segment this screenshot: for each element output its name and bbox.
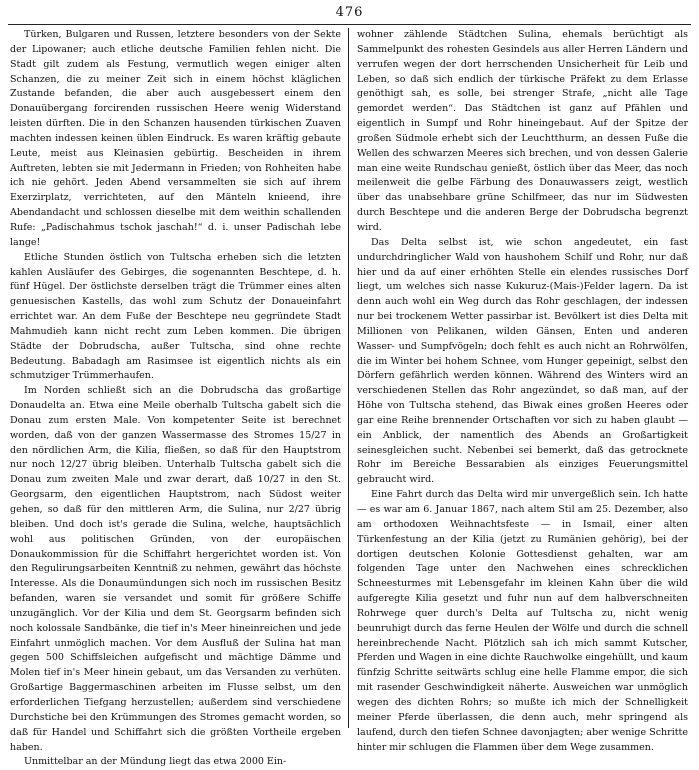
paragraph: Unmittelbar an der Mündung liegt das etwa 2000 Ein- — [24, 756, 287, 768]
header-rule — [8, 24, 691, 25]
column-divider — [348, 28, 349, 728]
left-column — [10, 28, 341, 768]
paragraph-continued: wohner zählende Städtchen Sulina, ehemals berüchtigt als Sammelpunkt des rohesten Gesindels aus aller Herren Ländern und verrufen wegen der dort herrschenden Unsicherheit für Leib und Leben, so daß sich endlich der türkische Präfekt zu dem Erlasse genöthigt sah, es solle, bei strenger Strafe, „nicht alle Tage gemordet werden“. Das Städtchen ist ganz auf Pfählen und eigentlich in Sumpf und Rohr hineingebaut. Auf der Spitze der großen Südmole erhebt sich der Leuchtthurm, an dessen Fuße die Wellen des schwarzen Meeres sich brechen, und von dessen Galerie man eine weite Rundschau genießt, östlich über das Meer, das noch meilenweit die gelbe Färbung des Donauwassers zeigt, westlich über das unabsehbare grüne Schilfmeer, das nur im Südwesten durch Beschtepe und die anderen Berge der Dobrudscha begrenzt wird. — [357, 29, 688, 233]
paragraph: Das Delta selbst ist, wie schon angedeutet, ein fast undurchdringlicher Wald von haushohem Schilf und Rohr, nur daß hier und da auf einer erhöhten Stelle ein elendes russisches Dorf liegt, um welches sich nasse Kukuruz-(Mais-)Felder lagern. Da ist denn auch wohl ein Weg durch das Rohr geschlagen, der indessen nur bei trockenem Wetter passirbar ist. Bevölkert ist dies Delta mit Millionen von Pelikanen, wilden Gänsen, Enten und anderen Wasser- und Sumpfvögeln; doch fehlt es auch nicht an Rohrwölfen, die im Winter bei hohem Schnee, vom Hunger gepeinigt, selbst den Dörfern gefährlich werden können. Während des Winters wird an verschiedenen Stellen das Rohr angezündet, so daß man, auf der Höhe von Tultscha stehend, das Biwak eines großen Heeres oder gar eine Reihe brennender Ortschaften vor sich zu haben glaubt — ein Anblick, der namentlich des Abends an Großartigkeit seinesgleichen sucht. Nebenbei sei bemerkt, daß das getrocknete Rohr im Bereiche Bessarabien als einziges Feuerungsmittel gebraucht wird. — [357, 236, 688, 486]
paragraph: Im Norden schließt sich an die Dobrudscha das großartige Donaudelta an. Etwa eine Meile oberhalb Tultscha gabelt sich die Donau zum ersten Male. Von kompetenter Seite ist berechnet worden, daß von der ganzen Wassermasse des Stromes 15/27 in den nördlichen Arm, die Kilia, fließen, so daß für den Hauptstrom nur noch 12/27 übrig bleiben. Unterhalb Tultscha gabelt sich die Donau zum zweiten Male und zwar derart, daß 10/27 in den St. Georgsarm, den eigentlichen Hauptstrom, nach Südost weiter gehen, so daß für den mittleren Arm, die Sulina, nur 2/27 übrig bleiben. Und doch ist's gerade die Sulina, welche, hauptsächlich wohl aus politischen Gründen, von der europäischen Donaukommission für die Schiffahrt hergerichtet worden ist. Von den Regulirungsarbeiten Kenntniß zu nehmen, gewährt das höchste Interesse. Als die Donaumündungen sich noch im russischen Besitz befanden, waren sie versandet und somit für größere Schiffe unzugänglich. Vor der Kilia und dem St. Georgsarm befinden sich noch kolossale Sandbänke, die tief in's Meer hineinreichen und jede Einfahrt unmöglich machen. Vor dem Ausfluß der Sulina hat man gegen 500 Schiffsleichen aufgefischt und mächtige Dämme und Molen tief in's Meer hinein gebaut, um das Versanden zu verhüten. Großartige Baggermaschinen arbeiten im Flusse selbst, um den erforderlichen Tiefgang herzustellen; außerdem sind verschiedene Durchstiche bei den Krümmungen des Stromes gemacht worden, so daß für Handel und Schiffahrt sich die größten Vortheile ergeben haben. — [10, 385, 341, 753]
paragraph: Eine Fahrt durch das Delta wird mir unvergeßlich sein. Ich hatte — es war am 6. Januar 1867, nach altem Stil am 25. Dezember, also am orthodoxen Weihnachtsfeste — in Ismail, einer alten Türkenfestung an der Kilia (jetzt zu Rumänien gehörig), bei der dortigen deutschen Kolonie Gottesdienst gehalten, war am folgenden Tage unter den Nachwehen eines schrecklichen Schneesturmes mit Lebensgefahr im kleinen Kahn über die wild aufgeregte Kilia gesetzt und fuhr nun auf dem halbverschneiten Rohrwege quer durch's Delta auf Tultscha zu, nicht wenig beunruhigt durch das ferne Heulen der Wölfe und durch die schnell hereinbrechende Nacht. Plötzlich sah ich mich sammt Kutscher, Pferden und Wagen in eine dichte Rauchwolke eingehüllt, und kaum fünfzig Schritte seitwärts schlug eine helle Flamme empor, die sich mit rasender Geschwindigkeit näherte. Ausweichen war unmöglich wegen des dichten Rohrs; so mußte ich mich der Schnelligkeit meiner Pferde überlassen, die denn auch, mehr springend als laufend, durch den tiefen Schnee davonjagten; aber wenige Schritte hinter mir schlugen die Flammen über dem Wege zusammen. — [357, 489, 688, 753]
page-number: 476 — [335, 5, 364, 20]
right-column — [357, 28, 688, 753]
paragraph: Türken, Bulgaren und Russen, letztere besonders von der Sekte der Lipowaner; auch etliche deutsche Familien fehlen nicht. Die Stadt gilt zudem als Festung, vermutlich wegen einiger alten Schanzen, die zu meiner Zeit sich in einem höchst kläglichen Zustande befanden, die aber auch ausgebessert einem den Donauübergang forcirenden russischen Heere wenig Widerstand leisten dürften. Die in den Schanzen hausenden türkischen Zuaven machten indessen keinen üblen Eindruck. Es waren kräftig gebaute Leute, meist aus Kleinasien gebürtig. Bescheiden in ihrem Auftreten, lebten sie mit Jedermann in Frieden; von Rohheiten habe ich nie gehört. Jeden Abend versammelten sie sich auf ihrem Exerzirplatz, verrichteten, auf den Mänteln knieend, ihre Abendandacht und schlossen dieselbe mit dem weithin schallenden Rufe: „Padischahmus tschok jaschah!“ d. i. unser Padischah lebe lange! — [10, 29, 341, 248]
paragraph: Etliche Stunden östlich von Tultscha erheben sich die letzten kahlen Ausläufer des Gebirges, die sogenannten Beschtepe, d. h. fünf Hügel. Der östlichste derselben trägt die Trümmer eines alten genuesischen Kastells, das wohl zum Schutz der Donaueinfahrt errichtet war. An dem Fuße der Beschtepe neu gegründete Stadt Mahmudieh kann nicht recht zum Leben kommen. Die übrigen Städte der Dobrudscha, außer Tultscha, sind ohne rechte Bedeutung. Babadagh am Rasimsee ist eigentlich nichts als ein schmutziger Trümmerhaufen. — [10, 251, 341, 382]
